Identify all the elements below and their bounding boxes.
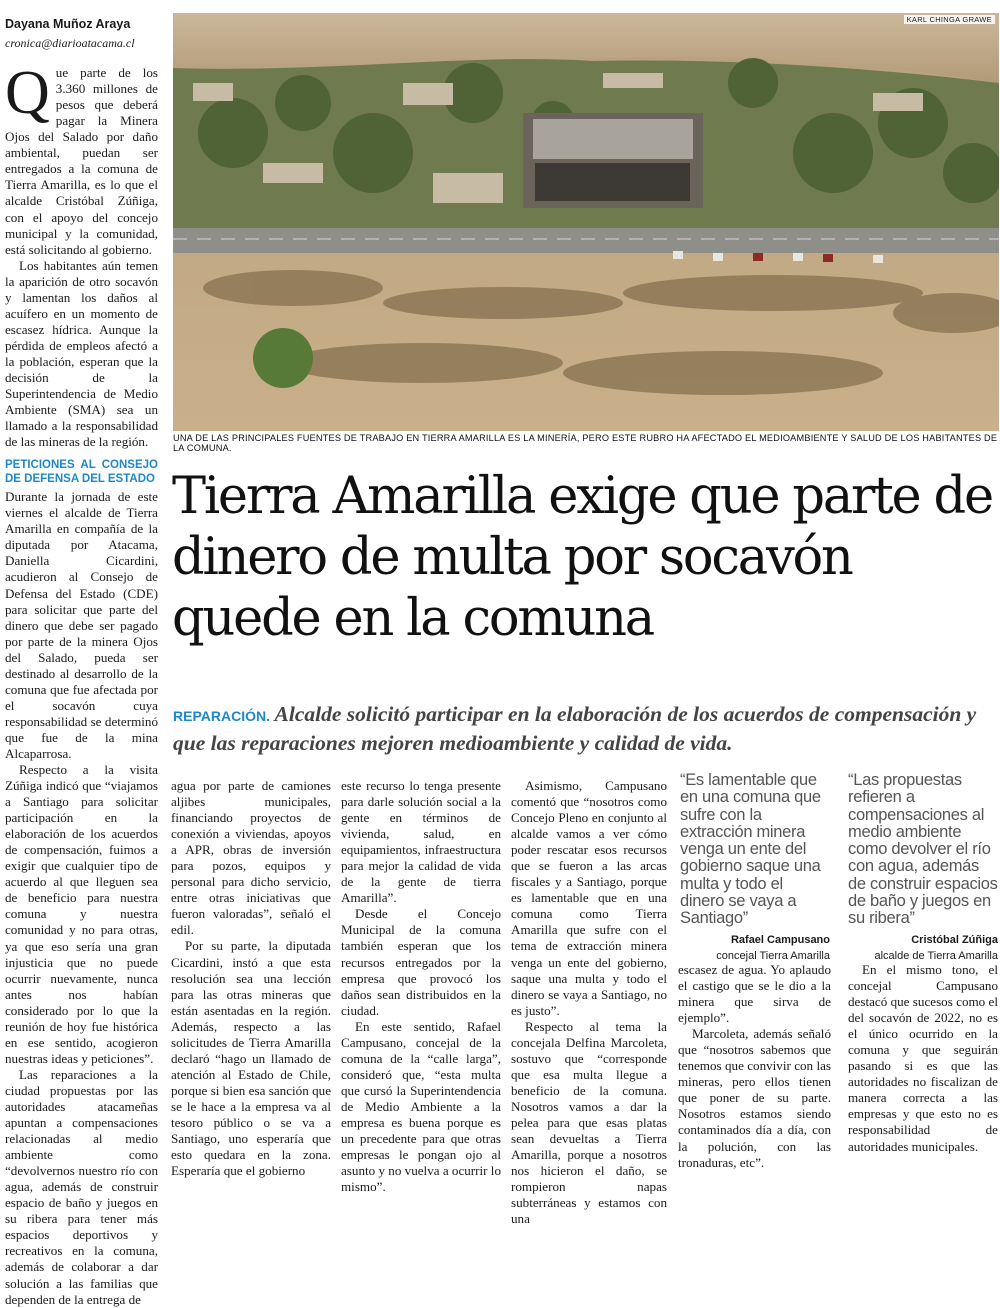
headline: Tierra Amarilla exige que parte de dinero de multa por socavón quede en la comuna bbox=[172, 467, 992, 648]
pull-quote-name: Rafael Campusano bbox=[730, 933, 830, 946]
body-paragraph: escasez de agua. Yo aplaudo el castigo que se le dio a la minera que sirva de ejemplo”. bbox=[678, 962, 831, 1026]
pull-quote-text: “Es lamentable que en una comuna que sufre con la extracción minera venga un ente del gobierno saque una multa y todo el dinero se vaya a Santiago” bbox=[680, 771, 821, 928]
aerial-town-photo bbox=[173, 13, 999, 431]
body-paragraph: ue parte de los 3.360 millones de pesos que deberá pagar la Minera Ojos del Salado por daño ambiental, puedan ser entregados a la comuna de Tierra Amarilla, es lo que el alcalde Cristóbal Zúñiga, con el apoyo del concejo municipal y la comunidad, está solicitando al gobierno. bbox=[5, 65, 158, 257]
pull-quote-text: “Las propuestas refieren a compensaciones al medio ambiente como devolver el río con agua, además de construir espacios de baño y juegos en su ribera” bbox=[848, 771, 998, 928]
column-1 bbox=[5, 16, 158, 1308]
body-paragraph: En el mismo tono, el concejal Campusano destacó que sucesos como el del socavón de 2022, no es el único ocurrido en la comuna y que seguirán pasando si es que las autoridades no fiscalizan de manera correcta a las empresas y que esto no es responsabilidad de autoridades municipales. bbox=[848, 962, 998, 1154]
body-paragraph: Durante la jornada de este viernes el alcalde de Tierra Amarilla en compañía de la diputada por Atacama, Daniella Cicardini, acudieron al Consejo de Defensa del Estado (CDE) para solicitar que parte del dinero que debe ser pagado por parte de la minera Ojos del Salado, pueda ser destinado al desarrollo de la comuna que fue afectada por el socavón cuya responsabilidad se determinó que fue de la mina Alcaparrosa. bbox=[5, 489, 158, 761]
main-photo bbox=[173, 13, 999, 431]
pull-quote-name: Cristóbal Zúñiga bbox=[911, 933, 998, 946]
column-6 bbox=[848, 962, 998, 1155]
deck-text: Alcalde solicitó participar en la elaboración de los acuerdos de compensación y que las reparaciones mejoren medioambiente y calidad de vida. bbox=[173, 702, 977, 755]
pull-quote-role: alcalde de Tierra Amarilla bbox=[874, 949, 998, 962]
deck-kicker: REPARACIÓN. bbox=[173, 708, 270, 724]
body-paragraph: Los habitantes aún temen la aparición de otro socavón y lamentan los daños al acuífero en un momento de escasez hídrica. Aunque la pérdida de empleos afectó a la población, esperan que la decisión de la Superintendencia de Medio Ambiente (SMA) sea un llamado a la responsabilidad de las mineras de la región. bbox=[5, 257, 158, 450]
body-paragraph: En este sentido, Rafael Campusano, concejal de la comuna de la “calle larga”, consideró que, “esta multa que cursó la Superintendencia de Medio Ambiente a la empresa es buena porque es un precedente para que otras empresas le pongan ojo al asunto y no vuelva a ocurrir lo mismo”. bbox=[341, 1018, 501, 1195]
body-paragraph: Desde el Concejo Municipal de la comuna también esperan que los recursos entregados por la empresa que provocó los daños sean distribuidos en la ciudad. bbox=[341, 906, 501, 1018]
section-subhead: PETICIONES AL CONSEJO DE DEFENSA DEL ESTADO bbox=[5, 459, 158, 486]
pull-quote-1 bbox=[680, 772, 830, 962]
deck bbox=[173, 701, 999, 757]
drop-cap: Q bbox=[5, 59, 50, 128]
column-4 bbox=[511, 778, 667, 1227]
pull-quote-role: concejal Tierra Amarilla bbox=[716, 949, 830, 962]
byline-name: Dayana Muñoz Araya bbox=[5, 17, 131, 31]
body-paragraph: Por su parte, la diputada Cicardini, instó a que esta resolución sea una lección para las otras mineras que están asentadas en la región. Además, respecto a las solicitudes de Tierra Amarilla declaró “hago un llamado de atención al Estado de Chile, porque si bien esa sanción que se le hace a la empresa va al tesoro público o se va a Santiago, uno esperaría que esto quedara en la zona. Esperaría que el gobierno bbox=[171, 938, 331, 1179]
body-paragraph: agua por parte de camiones aljibes municipales, financiando proyectos de conexión a viviendas, apoyos a APR, obras de inversión para pozos, equipos y personal para dicho servicio, entre otras iniciativas que fueron valoradas”, señaló el edil. bbox=[171, 778, 331, 938]
body-paragraph: Respecto al tema la concejala Delfina Marcoleta, sostuvo que “corresponde que esa multa llegue a beneficio de la comuna. Nosotros vamos a dar la pelea para que esas platas sean devueltas a Tierra Amarilla, porque a nosotros nos hicieron el daño, se rompieron napas subterráneas y estamos con una bbox=[511, 1018, 667, 1227]
column-2 bbox=[171, 778, 331, 1179]
photo-caption: UNA DE LAS PRINCIPALES FUENTES DE TRABAJO EN TIERRA AMARILLA ES LA MINERÍA, PERO ESTE RUBRO HA AFECTADO EL MEDIOAMBIENTE Y SALUD DE LOS HABITANTES DE LA COMUNA. bbox=[173, 433, 998, 453]
body-paragraph: Asimismo, Campusano comentó que “nosotros como Concejo Pleno en conjunto al alcalde vamos a ver cómo poder rescatar esos recursos que se fueron a las arcas fiscales y a Santiago, porque es lamentable que en una comuna como Tierra Amarilla que sufre con el tema de extracción minera venga un ente del gobierno, saque una multa y todo el dinero se vaya a Santiago, no es justo”. bbox=[511, 778, 667, 1018]
pull-quote-2 bbox=[848, 772, 998, 962]
photo-credit: KARL CHINGA GRAWE bbox=[904, 15, 995, 24]
column-3 bbox=[341, 778, 501, 1195]
body-paragraph: Respecto a la visita Zúñiga indicó que “viajamos a Santiago para solicitar participación en la elaboración de los acuerdos de compensación, fuimos a exigir que cualquier tipo de acuerdo al que lleguen sea de beneficio para nuestra comuna y nuestra comunidad y no para otras, ya que eso sería una gran injusticia que no puede ocurrir nuevamente, nunca antes nos habían considerado por lo que la reunión de hoy fue histórica en ese sentido, acogieron nuestras ideas y peticiones”. bbox=[5, 762, 158, 1066]
body-paragraph: este recurso lo tenga presente para darle solución social a la gente en términos de vivienda, salud, en equipamientos, infraestructura para mejor la calidad de vida de la gente de tierra Amarilla”. bbox=[341, 778, 501, 906]
column-5 bbox=[678, 962, 831, 1171]
body-paragraph: Las reparaciones a la ciudad propuestas por las autoridades atacameñas apuntan a compensaciones relacionadas al medio ambiente como “devolvernos nuestro río con agua, además de construir espacio de baño y juegos en su ribera para tener más espacios deportivos y recreativos en la comuna, además de colaborar a dar solución a las familias que dependen de la entrega de bbox=[5, 1066, 158, 1307]
byline-email[interactable]: cronica@diarioatacama.cl bbox=[5, 36, 135, 51]
body-paragraph: Marcoleta, además señaló que “nosotros sabemos que tenemos que convivir con las mineras, pero ellos tienen que poner de su parte. Nosotros estamos siendo contaminados día a día, con la polución, con las tronaduras, etc”. bbox=[678, 1026, 831, 1170]
